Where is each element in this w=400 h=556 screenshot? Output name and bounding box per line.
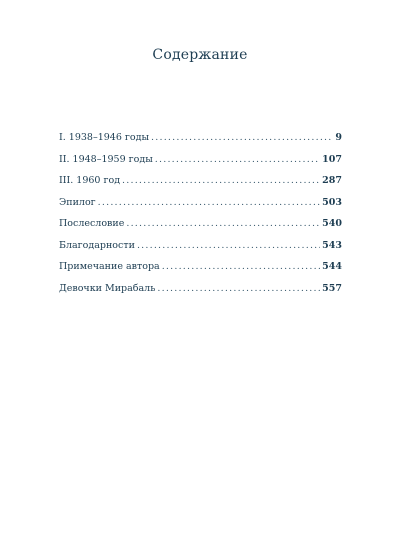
- toc-entry-page: 557: [322, 282, 342, 294]
- toc-entry-page: 287: [322, 175, 342, 186]
- table-of-contents: [59, 132, 342, 304]
- toc-entry-title: Примечание автора: [59, 261, 160, 272]
- toc-dot-leader: [151, 132, 333, 143]
- toc-entry[interactable]: [59, 283, 342, 305]
- toc-entry-title: Благодарности: [59, 239, 135, 251]
- toc-dot-leader: [126, 218, 320, 229]
- toc-entry-title: II. 1948–1959 годы: [59, 153, 153, 165]
- toc-entry[interactable]: [59, 261, 342, 283]
- toc-dot-leader: [157, 283, 320, 294]
- toc-entry-title: I. 1938–1946 годы: [59, 132, 150, 143]
- toc-entry-page: 540: [322, 218, 342, 229]
- toc-entry-title: III. 1960 год: [59, 175, 121, 186]
- toc-dot-leader: [137, 240, 320, 251]
- toc-entry-page: 544: [322, 261, 342, 272]
- toc-entry[interactable]: [59, 175, 342, 197]
- toc-entry[interactable]: [59, 197, 342, 219]
- toc-entry[interactable]: [59, 154, 342, 176]
- toc-dot-leader: [155, 154, 320, 165]
- toc-dot-leader: [122, 175, 320, 186]
- toc-entry-title: Послесловие: [59, 218, 125, 229]
- toc-entry-page: 503: [322, 196, 342, 208]
- toc-entry-page: 543: [322, 239, 342, 251]
- toc-entry-page: 107: [322, 153, 342, 165]
- toc-entry[interactable]: [59, 240, 342, 262]
- toc-entry[interactable]: [59, 132, 342, 154]
- toc-dot-leader: [162, 261, 320, 272]
- page-title: Содержание: [152, 47, 248, 63]
- toc-dot-leader: [98, 197, 320, 208]
- toc-entry[interactable]: [59, 218, 342, 240]
- toc-entry-page: 9: [335, 132, 342, 143]
- toc-entry-title: Девочки Мирабаль: [59, 282, 156, 294]
- toc-entry-title: Эпилог: [59, 196, 96, 208]
